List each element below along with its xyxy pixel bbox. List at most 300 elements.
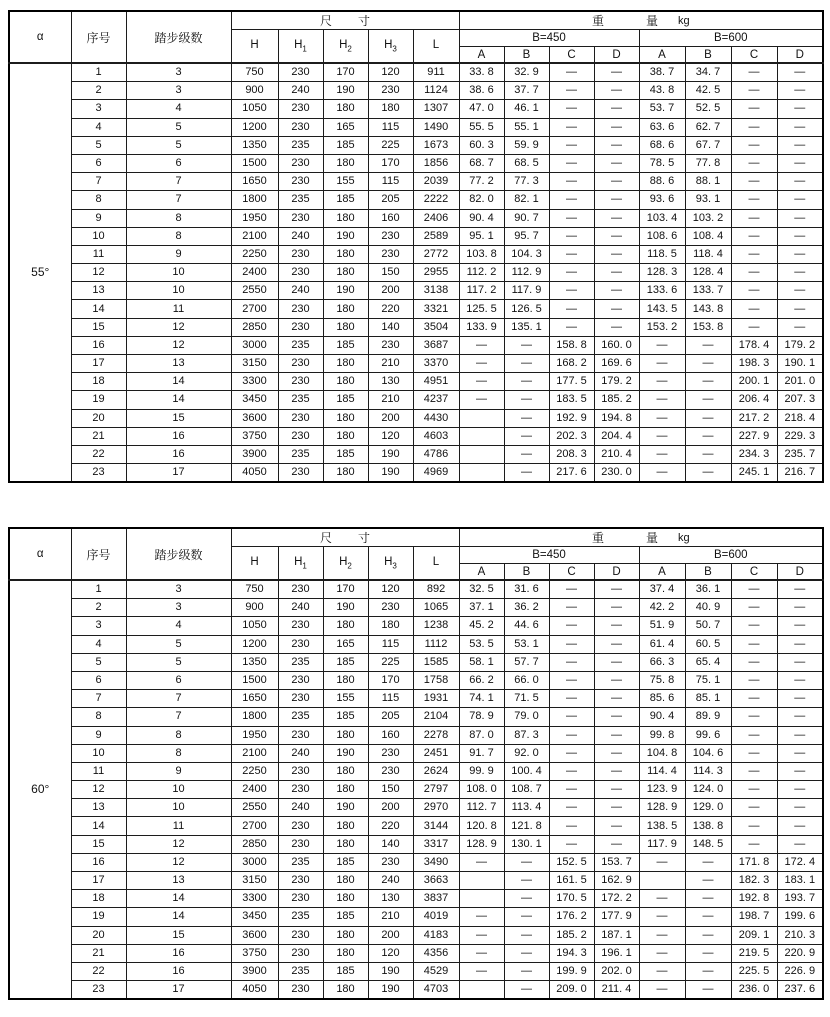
cell: — bbox=[685, 981, 731, 1000]
table-row bbox=[9, 599, 823, 617]
cell: 23 bbox=[71, 464, 126, 483]
cell: 113. 4 bbox=[504, 799, 549, 817]
cell: — bbox=[594, 282, 639, 300]
cell: — bbox=[731, 671, 777, 689]
cell: — bbox=[685, 853, 731, 871]
cell: — bbox=[731, 227, 777, 245]
cell: 104. 8 bbox=[639, 744, 685, 762]
cell: — bbox=[459, 373, 504, 391]
cell: 45. 2 bbox=[459, 617, 504, 635]
cell: — bbox=[731, 136, 777, 154]
cell: 36. 2 bbox=[504, 599, 549, 617]
cell: 180 bbox=[323, 671, 368, 689]
cell: 190 bbox=[368, 445, 413, 463]
cell: — bbox=[731, 599, 777, 617]
cell: — bbox=[549, 209, 594, 227]
cell: 2400 bbox=[231, 781, 278, 799]
cell: 10 bbox=[126, 282, 231, 300]
cell: 1200 bbox=[231, 118, 278, 136]
cell bbox=[459, 890, 504, 908]
cell: 87. 0 bbox=[459, 726, 504, 744]
cell: 216. 7 bbox=[777, 464, 823, 483]
cell: 230 bbox=[278, 635, 323, 653]
cell: 77. 2 bbox=[459, 173, 504, 191]
cell: — bbox=[594, 100, 639, 118]
cell: — bbox=[549, 300, 594, 318]
cell: 114. 3 bbox=[685, 762, 731, 780]
cell: 112. 9 bbox=[504, 264, 549, 282]
cell: 237. 6 bbox=[777, 981, 823, 1000]
cell: 180 bbox=[323, 245, 368, 263]
cell: 1050 bbox=[231, 100, 278, 118]
cell: — bbox=[685, 336, 731, 354]
cell: 170 bbox=[368, 154, 413, 172]
alpha-value: 60° bbox=[9, 580, 71, 999]
cell: 220 bbox=[368, 817, 413, 835]
cell: 153. 8 bbox=[685, 318, 731, 336]
cell: 240 bbox=[278, 799, 323, 817]
cell: 230 bbox=[278, 817, 323, 835]
cell: 230 bbox=[368, 245, 413, 263]
cell: 18 bbox=[71, 373, 126, 391]
cell: 153. 2 bbox=[639, 318, 685, 336]
cell: 185 bbox=[323, 908, 368, 926]
table-row bbox=[9, 464, 823, 483]
cell: 14 bbox=[71, 300, 126, 318]
cell: — bbox=[685, 409, 731, 427]
cell: 3600 bbox=[231, 409, 278, 427]
cell: 57. 7 bbox=[504, 653, 549, 671]
table-row bbox=[9, 981, 823, 1000]
cell: — bbox=[731, 617, 777, 635]
cell: 190 bbox=[323, 799, 368, 817]
table-row bbox=[9, 617, 823, 635]
cell: 21 bbox=[71, 427, 126, 445]
cell: — bbox=[777, 245, 823, 263]
table-row bbox=[9, 708, 823, 726]
cell: — bbox=[459, 391, 504, 409]
cell: — bbox=[459, 853, 504, 871]
cell: 1585 bbox=[413, 653, 459, 671]
col-header-dimensions bbox=[231, 528, 459, 547]
cell: 240 bbox=[368, 872, 413, 890]
cell: 230 bbox=[368, 336, 413, 354]
cell: 230 bbox=[278, 617, 323, 635]
cell: 1856 bbox=[413, 154, 459, 172]
cell: 169. 6 bbox=[594, 355, 639, 373]
cell: 19 bbox=[71, 391, 126, 409]
cell: 155 bbox=[323, 690, 368, 708]
cell: 4183 bbox=[413, 926, 459, 944]
cell: — bbox=[594, 599, 639, 617]
table-row bbox=[9, 118, 823, 136]
cell: 235 bbox=[278, 136, 323, 154]
cell: 4356 bbox=[413, 944, 459, 962]
cell: 12 bbox=[126, 318, 231, 336]
cell: — bbox=[549, 100, 594, 118]
cell: — bbox=[777, 781, 823, 799]
cell: 32. 9 bbox=[504, 63, 549, 82]
cell: 65. 4 bbox=[685, 653, 731, 671]
cell: 180 bbox=[368, 617, 413, 635]
table-row bbox=[9, 653, 823, 671]
cell: — bbox=[594, 318, 639, 336]
cell: 123. 9 bbox=[639, 781, 685, 799]
cell: 120 bbox=[368, 427, 413, 445]
cell: — bbox=[594, 264, 639, 282]
cell: 143. 5 bbox=[639, 300, 685, 318]
col-header-B: B bbox=[504, 564, 549, 581]
cell: 235 bbox=[278, 908, 323, 926]
cell: 210 bbox=[368, 908, 413, 926]
cell: 160. 0 bbox=[594, 336, 639, 354]
table-row bbox=[9, 872, 823, 890]
cell: 103. 8 bbox=[459, 245, 504, 263]
cell: 1673 bbox=[413, 136, 459, 154]
col-header-alpha: α bbox=[9, 528, 71, 580]
cell: 180 bbox=[323, 835, 368, 853]
cell: 1065 bbox=[413, 599, 459, 617]
cell: 12 bbox=[71, 781, 126, 799]
cell: 3 bbox=[71, 100, 126, 118]
cell: 55. 5 bbox=[459, 118, 504, 136]
cell: 4237 bbox=[413, 391, 459, 409]
cell: 95. 7 bbox=[504, 227, 549, 245]
table-row bbox=[9, 445, 823, 463]
table-row bbox=[9, 890, 823, 908]
weight-char: 量 bbox=[645, 531, 658, 545]
cell: 1350 bbox=[231, 653, 278, 671]
cell: 230 bbox=[278, 690, 323, 708]
cell: 2589 bbox=[413, 227, 459, 245]
cell: 230 bbox=[368, 599, 413, 617]
cell: 120 bbox=[368, 580, 413, 599]
cell: 12 bbox=[71, 264, 126, 282]
cell: 37. 7 bbox=[504, 82, 549, 100]
cell: 4703 bbox=[413, 981, 459, 1000]
cell: 14 bbox=[126, 890, 231, 908]
cell: 190 bbox=[368, 464, 413, 483]
cell: 53. 1 bbox=[504, 635, 549, 653]
cell: — bbox=[731, 191, 777, 209]
cell: — bbox=[594, 653, 639, 671]
cell: 2039 bbox=[413, 173, 459, 191]
cell: 230 bbox=[368, 227, 413, 245]
cell: — bbox=[731, 209, 777, 227]
table-row bbox=[9, 781, 823, 799]
cell: — bbox=[549, 318, 594, 336]
cell: 200 bbox=[368, 926, 413, 944]
cell: 220 bbox=[368, 300, 413, 318]
cell: — bbox=[685, 355, 731, 373]
cell: 11 bbox=[126, 817, 231, 835]
cell: 50. 7 bbox=[685, 617, 731, 635]
cell: 1800 bbox=[231, 708, 278, 726]
cell: — bbox=[594, 136, 639, 154]
table-row bbox=[9, 191, 823, 209]
cell: 185 bbox=[323, 853, 368, 871]
cell: 21 bbox=[71, 944, 126, 962]
table-row bbox=[9, 282, 823, 300]
cell: 7 bbox=[126, 690, 231, 708]
cell: — bbox=[777, 580, 823, 599]
cell: 170 bbox=[368, 671, 413, 689]
cell: — bbox=[685, 445, 731, 463]
cell: 85. 6 bbox=[639, 690, 685, 708]
cell: 1490 bbox=[413, 118, 459, 136]
cell: 190 bbox=[323, 282, 368, 300]
cell: — bbox=[549, 635, 594, 653]
cell: 17 bbox=[71, 355, 126, 373]
cell: 16 bbox=[126, 445, 231, 463]
cell: 217. 2 bbox=[731, 409, 777, 427]
cell: 205 bbox=[368, 191, 413, 209]
cell: 82. 0 bbox=[459, 191, 504, 209]
cell: 190. 1 bbox=[777, 355, 823, 373]
cell: 230 bbox=[278, 981, 323, 1000]
cell: 88. 1 bbox=[685, 173, 731, 191]
cell: — bbox=[685, 962, 731, 980]
cell: 88. 6 bbox=[639, 173, 685, 191]
cell: 103. 2 bbox=[685, 209, 731, 227]
cell: — bbox=[731, 744, 777, 762]
cell: 120 bbox=[368, 944, 413, 962]
cell: 153. 7 bbox=[594, 853, 639, 871]
cell: 17 bbox=[126, 464, 231, 483]
cell: — bbox=[639, 962, 685, 980]
cell: — bbox=[549, 690, 594, 708]
cell: 1758 bbox=[413, 671, 459, 689]
cell: 230 bbox=[278, 427, 323, 445]
cell: 171. 8 bbox=[731, 853, 777, 871]
cell: 93. 1 bbox=[685, 191, 731, 209]
table-row bbox=[9, 391, 823, 409]
col-header-D: D bbox=[777, 564, 823, 581]
cell: 183. 5 bbox=[549, 391, 594, 409]
cell: 230 bbox=[278, 100, 323, 118]
cell: 177. 5 bbox=[549, 373, 594, 391]
cell: 211. 4 bbox=[594, 981, 639, 1000]
col-header-H2: $H_2$ bbox=[323, 547, 368, 581]
cell: 130 bbox=[368, 373, 413, 391]
cell: — bbox=[777, 690, 823, 708]
cell: 165 bbox=[323, 118, 368, 136]
cell: 227. 9 bbox=[731, 427, 777, 445]
cell: — bbox=[639, 336, 685, 354]
cell: 118. 4 bbox=[685, 245, 731, 263]
cell: — bbox=[504, 981, 549, 1000]
cell: — bbox=[504, 853, 549, 871]
cell: 2970 bbox=[413, 799, 459, 817]
cell: — bbox=[549, 264, 594, 282]
cell: 185. 2 bbox=[549, 926, 594, 944]
cell: 140 bbox=[368, 318, 413, 336]
cell: 180 bbox=[323, 209, 368, 227]
cell: — bbox=[777, 209, 823, 227]
table-row bbox=[9, 635, 823, 653]
cell: 180 bbox=[323, 409, 368, 427]
cell: 115 bbox=[368, 635, 413, 653]
cell: 90. 7 bbox=[504, 209, 549, 227]
cell: 180 bbox=[323, 726, 368, 744]
weight-unit: kg bbox=[677, 531, 690, 544]
cell: 12 bbox=[126, 853, 231, 871]
cell: 170. 5 bbox=[549, 890, 594, 908]
cell: 33. 8 bbox=[459, 63, 504, 82]
cell: 8 bbox=[126, 209, 231, 227]
cell: 5 bbox=[126, 653, 231, 671]
cell bbox=[639, 872, 685, 890]
cell: 2700 bbox=[231, 300, 278, 318]
cell: — bbox=[459, 926, 504, 944]
cell: 138. 5 bbox=[639, 817, 685, 835]
cell: 235 bbox=[278, 708, 323, 726]
cell: — bbox=[777, 118, 823, 136]
cell: 128. 3 bbox=[639, 264, 685, 282]
cell: 3321 bbox=[413, 300, 459, 318]
cell: 66. 3 bbox=[639, 653, 685, 671]
cell: — bbox=[549, 726, 594, 744]
cell: 68. 5 bbox=[504, 154, 549, 172]
cell: 53. 5 bbox=[459, 635, 504, 653]
cell: 190 bbox=[323, 599, 368, 617]
cell: 235 bbox=[278, 191, 323, 209]
weight-unit: kg bbox=[677, 14, 690, 27]
cell: — bbox=[594, 671, 639, 689]
cell: — bbox=[731, 690, 777, 708]
cell: 4 bbox=[71, 635, 126, 653]
cell: 6 bbox=[71, 154, 126, 172]
cell: 4 bbox=[126, 617, 231, 635]
cell: 133. 7 bbox=[685, 282, 731, 300]
cell: 52. 5 bbox=[685, 100, 731, 118]
cell: 5 bbox=[71, 653, 126, 671]
cell: 53. 7 bbox=[639, 100, 685, 118]
cell: 23 bbox=[71, 981, 126, 1000]
cell: — bbox=[777, 154, 823, 172]
cell: — bbox=[459, 944, 504, 962]
cell: 3900 bbox=[231, 445, 278, 463]
cell: 20 bbox=[71, 409, 126, 427]
cell: 112. 7 bbox=[459, 799, 504, 817]
cell: 60. 3 bbox=[459, 136, 504, 154]
cell: — bbox=[504, 962, 549, 980]
weight-char: 重 bbox=[591, 531, 604, 545]
cell: — bbox=[777, 191, 823, 209]
col-header-L: L bbox=[413, 30, 459, 64]
cell: 230 bbox=[278, 245, 323, 263]
cell: — bbox=[731, 726, 777, 744]
cell: — bbox=[594, 245, 639, 263]
cell: 230 bbox=[278, 464, 323, 483]
cell: — bbox=[639, 853, 685, 871]
cell: — bbox=[639, 944, 685, 962]
cell: 104. 3 bbox=[504, 245, 549, 263]
cell: — bbox=[731, 82, 777, 100]
cell: 2400 bbox=[231, 264, 278, 282]
cell: 16 bbox=[126, 944, 231, 962]
cell: 194. 8 bbox=[594, 409, 639, 427]
cell: 230. 0 bbox=[594, 464, 639, 483]
cell: 4430 bbox=[413, 409, 459, 427]
cell: 3490 bbox=[413, 853, 459, 871]
cell: — bbox=[594, 191, 639, 209]
cell: 2104 bbox=[413, 708, 459, 726]
cell bbox=[459, 409, 504, 427]
cell: 115 bbox=[368, 173, 413, 191]
cell: 67. 7 bbox=[685, 136, 731, 154]
cell: — bbox=[549, 708, 594, 726]
cell: 230 bbox=[278, 580, 323, 599]
col-header-C: C bbox=[549, 564, 594, 581]
table-row bbox=[9, 136, 823, 154]
cell: — bbox=[777, 282, 823, 300]
cell: 2797 bbox=[413, 781, 459, 799]
cell: — bbox=[549, 580, 594, 599]
cell: 38. 6 bbox=[459, 82, 504, 100]
cell: — bbox=[504, 336, 549, 354]
cell: 59. 9 bbox=[504, 136, 549, 154]
cell: 230 bbox=[278, 63, 323, 82]
cell: 235 bbox=[278, 445, 323, 463]
cell: 2624 bbox=[413, 762, 459, 780]
cell: 2850 bbox=[231, 835, 278, 853]
cell: 2 bbox=[71, 599, 126, 617]
cell: 38. 7 bbox=[639, 63, 685, 82]
cell: — bbox=[639, 427, 685, 445]
cell: 58. 1 bbox=[459, 653, 504, 671]
cell: — bbox=[549, 653, 594, 671]
cell: — bbox=[504, 409, 549, 427]
cell: 230 bbox=[278, 890, 323, 908]
cell: 180 bbox=[323, 373, 368, 391]
cell: — bbox=[549, 245, 594, 263]
cell: — bbox=[685, 926, 731, 944]
cell: 205 bbox=[368, 708, 413, 726]
table-row bbox=[9, 799, 823, 817]
cell: 176. 2 bbox=[549, 908, 594, 926]
cell: 198. 7 bbox=[731, 908, 777, 926]
col-header-b600: B=600 bbox=[639, 547, 823, 564]
col-header-H1: $H_1$ bbox=[278, 30, 323, 64]
table-row bbox=[9, 671, 823, 689]
cell: 168. 2 bbox=[549, 355, 594, 373]
cell: 1650 bbox=[231, 173, 278, 191]
cell: — bbox=[459, 908, 504, 926]
cell: 1931 bbox=[413, 690, 459, 708]
cell: 1307 bbox=[413, 100, 459, 118]
cell: — bbox=[731, 762, 777, 780]
cell: 8 bbox=[126, 744, 231, 762]
cell: 15 bbox=[71, 318, 126, 336]
cell: 90. 4 bbox=[639, 708, 685, 726]
cell: 135. 1 bbox=[504, 318, 549, 336]
cell: 170 bbox=[323, 580, 368, 599]
cell: — bbox=[777, 100, 823, 118]
cell: 1112 bbox=[413, 635, 459, 653]
dim-char: 寸 bbox=[358, 531, 371, 545]
cell: 85. 1 bbox=[685, 690, 731, 708]
cell: 117. 9 bbox=[639, 835, 685, 853]
cell: — bbox=[504, 391, 549, 409]
cell: — bbox=[685, 908, 731, 926]
cell: 126. 5 bbox=[504, 300, 549, 318]
cell: 180 bbox=[368, 100, 413, 118]
table-row bbox=[9, 690, 823, 708]
cell: 129. 0 bbox=[685, 799, 731, 817]
cell: 5 bbox=[126, 635, 231, 653]
cell: 226. 9 bbox=[777, 962, 823, 980]
